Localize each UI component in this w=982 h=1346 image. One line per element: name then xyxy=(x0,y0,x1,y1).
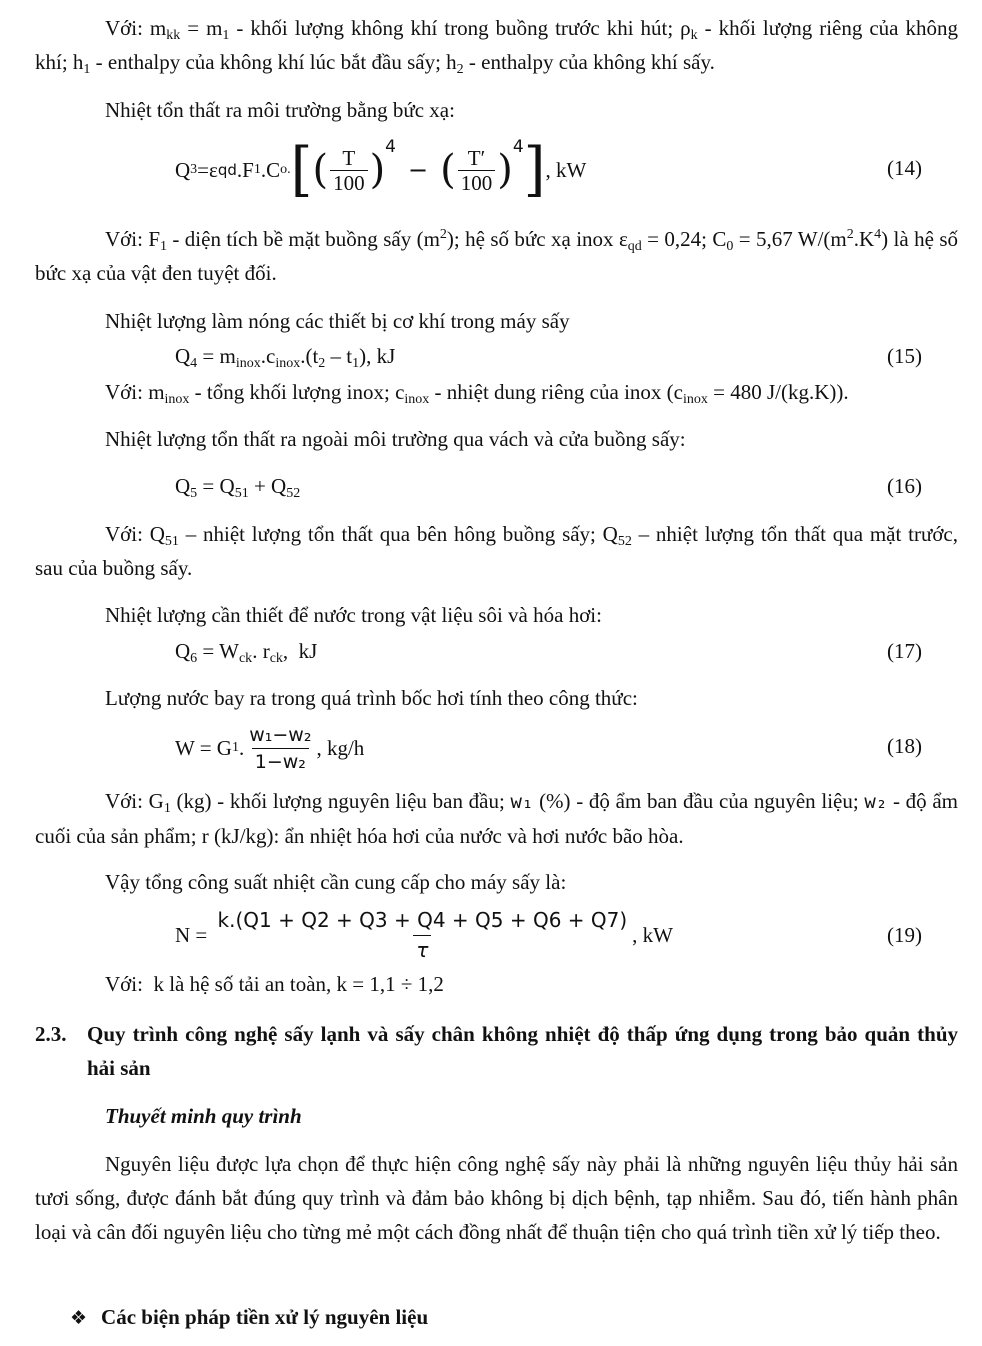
equation-15: $Q_4 = m_{inox}.c_{inox}.(t_2 - t_1)$, kJ xyxy=(175,344,396,371)
fraction-t-over-100: $\frac{T}{100}$ xyxy=(330,147,368,194)
paragraph-radiation-definitions: Với: $F_1$ - diện tích bề mặt buồng sấy $(m^2)$; hệ số bức xạ inox $\varepsilon_{qd} = 0,24$; $C_0 = 5,67$ $W/(m^2.K^4)$ là hệ số bức xạ của vật đen tuyệt đối. xyxy=(35,227,958,285)
fraction-total-power: $\frac{k.(Q1 + Q2 + Q3 + Q4 + Q5 + Q6 + Q7)}{\tau}$ xyxy=(217,907,628,962)
right-bracket: ] xyxy=(523,135,546,204)
section-number: 2.3. xyxy=(35,1022,67,1046)
equation-18: W = G 1 . $\frac{\text{w₁−w₂}}{\text{1−w₂}}$ , kg/h xyxy=(175,723,365,773)
paragraph-raw-materials: Nguyên liệu được lựa chọn để thực hiện công nghệ sấy này phải là những nguyên liệu thủy hải sản tươi sống, được đánh bắt đúng quy trình và đảm bảo không bị dịch bệnh, tạp nhiễm. Sau đó, tiến hành phân loại và cân đối nguyên liệu cho từng mẻ một cách đồng nhất để thuận tiện cho quá trình tiền xử lý tiếp theo. xyxy=(35,1152,958,1244)
paragraph-mass-definitions: Với: $m_{kk} = m_1$ - khối lượng không khí trong buồng trước khi hút; $\rho_k$ - khối lượng riêng của không khí; $h_1$ - enthalpy của không khí lúc bắt đầu sấy; $h_2$ - enthalpy của không khí sấy. xyxy=(35,16,958,77)
evaporation-intro: Lượng nước bay ra trong quá trình bốc hơi tính theo công thức: xyxy=(105,686,638,710)
equation-number-17: (17) xyxy=(887,639,922,663)
boiling-intro: Nhiệt lượng cần thiết để nước trong vật liệu sôi và hóa hơi: xyxy=(105,603,602,627)
equation-number-19: (19) xyxy=(887,923,922,947)
bullet-heading-pretreatment xyxy=(70,1302,428,1333)
paragraph-inox-definitions: Với: $m_{inox}$ - tổng khối lượng inox; $c_{inox}$ - nhiệt dung riêng của inox ($c_{inox} = 480$ J/(kg.K)). xyxy=(105,380,849,407)
bullet-text: Các biện pháp tiền xử lý nguyên liệu xyxy=(101,1305,429,1329)
subheading-process-description: Thuyết minh quy trình xyxy=(105,1104,302,1128)
wall-loss-intro: Nhiệt lượng tổn thất ra ngoài môi trường qua vách và cửa buồng sấy: xyxy=(105,427,686,451)
radiation-intro: Nhiệt tổn thất ra môi trường bằng bức xạ: xyxy=(105,98,455,122)
equation-number-14: (14) xyxy=(887,156,922,180)
diamond-bullet-icon: ❖ xyxy=(70,1307,88,1329)
equation-19: N = $\frac{k.(Q1 + Q2 + Q3 + Q4 + Q5 + Q6 + Q7)}{\tau}$ , kW xyxy=(175,907,673,962)
safety-factor-note: Với: k là hệ số tải an toàn, k = 1,1 ÷ 1,2 xyxy=(105,972,444,996)
section-heading-2-3 xyxy=(35,1017,958,1085)
fraction-moisture: $\frac{\text{w₁−w₂}}{\text{1−w₂}}$ xyxy=(249,723,312,773)
equation-number-18: (18) xyxy=(887,734,922,758)
left-bracket: [ xyxy=(290,135,313,204)
equation-number-16: (16) xyxy=(887,474,922,498)
paragraph-moisture-definitions: Với: $G_1$ (kg) - khối lượng nguyên liệu ban đầu; w₁ (%) - độ ẩm ban đầu của nguyên liệu; w₂ - độ ẩm cuối của sản phẩm; r (kJ/kg): ẩn nhiệt hóa hơi của nước và hơi nước bão hòa. xyxy=(35,789,958,848)
section-title: Quy trình công nghệ sấy lạnh và sấy chân không nhiệt độ thấp ứng dụng trong bảo quản thủy hải sản xyxy=(87,1022,958,1080)
equation-number-15: (15) xyxy=(887,344,922,368)
fraction-tprime-over-100: $\frac{T'}{100}$ xyxy=(458,147,496,194)
total-power-intro: Vậy tổng công suất nhiệt cần cung cấp cho máy sấy là: xyxy=(105,870,567,894)
equation-16: $Q_5 = Q_{51} + Q_{52}$ xyxy=(175,474,301,501)
paragraph-wall-definitions: Với: $Q_{51}$ – nhiệt lượng tổn thất qua bên hông buồng sấy; $Q_{52}$ – nhiệt lượng tổn thất qua mặt trước, sau của buồng sấy. xyxy=(35,522,958,580)
mechanical-intro: Nhiệt lượng làm nóng các thiết bị cơ khí trong máy sấy xyxy=(105,309,570,333)
equation-14: Q 3 =ε qd .F 1 .C o. [ ( $\frac{T}{100}$ ) 4 − ( $\frac{T'}{100}$ ) 4 ] , kW xyxy=(175,135,587,204)
equation-17: $Q_6 = W_{ck}$. $r_{ck}$, kJ xyxy=(175,639,318,666)
